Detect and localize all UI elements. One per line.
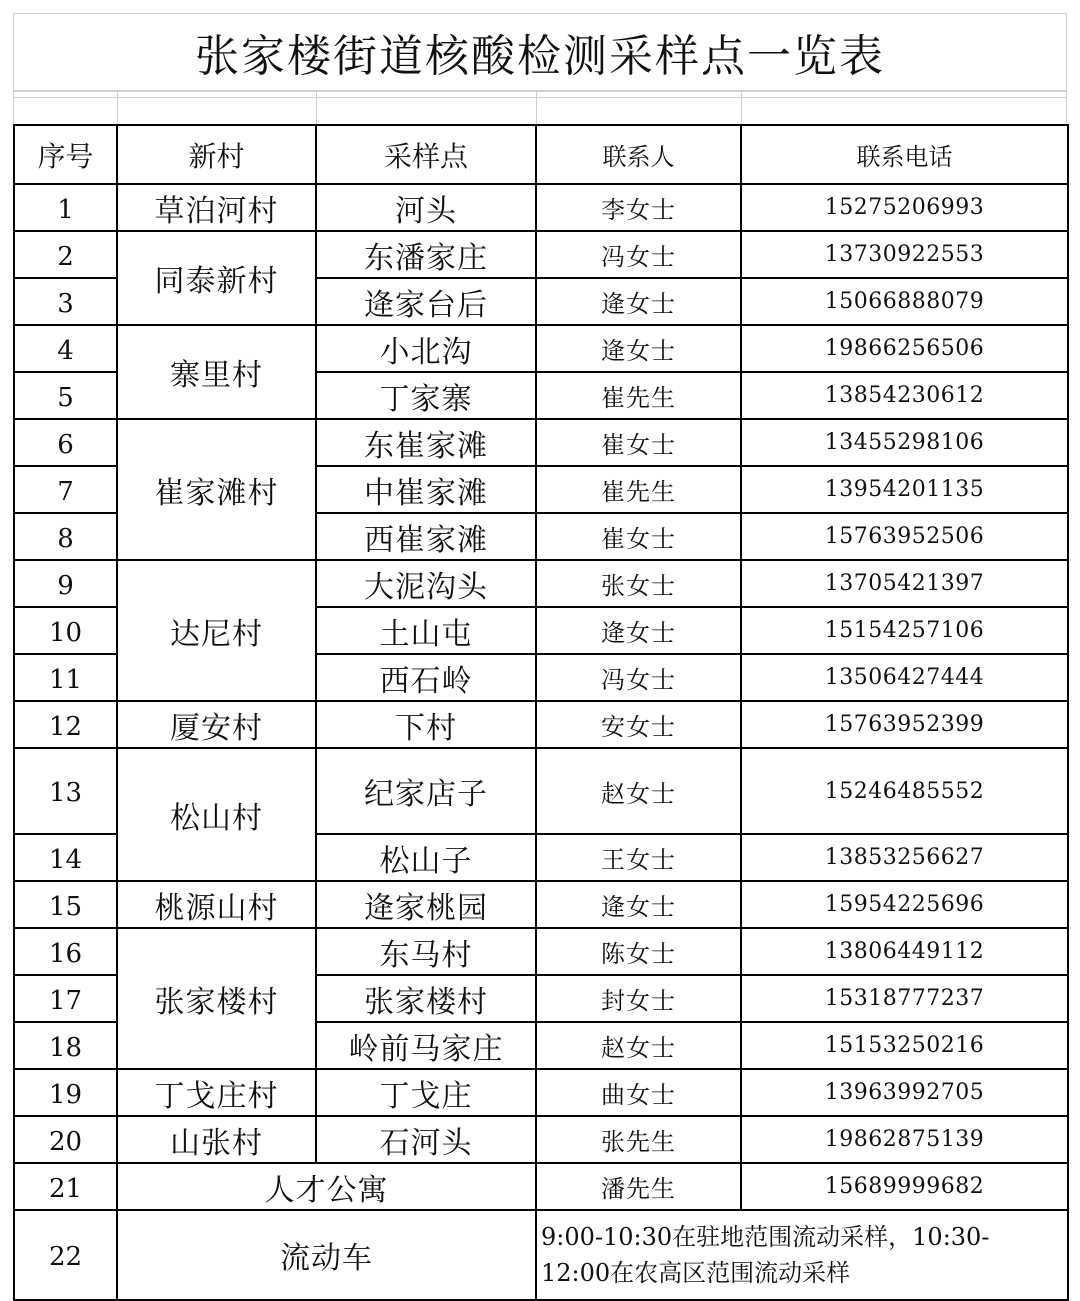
row-index: 4 bbox=[14, 325, 117, 372]
row-index: 22 bbox=[14, 1210, 117, 1300]
row-index: 13 bbox=[14, 748, 117, 834]
site-cell: 岭前马家庄 bbox=[316, 1022, 536, 1069]
table-row bbox=[14, 881, 1068, 928]
phone-cell: 13854230612 bbox=[741, 372, 1068, 419]
phone-cell: 15246485552 bbox=[741, 748, 1068, 834]
site-cell: 张家楼村 bbox=[316, 975, 536, 1022]
header-phone: 联系电话 bbox=[741, 125, 1068, 184]
site-cell: 东崔家滩 bbox=[316, 419, 536, 466]
contact-cell: 崔女士 bbox=[536, 513, 741, 560]
header-contact: 联系人 bbox=[536, 125, 741, 184]
contact-cell: 李女士 bbox=[536, 184, 741, 231]
phone-cell: 13806449112 bbox=[741, 928, 1068, 975]
row-index: 9 bbox=[14, 560, 117, 607]
village-site-merged-cell: 流动车 bbox=[117, 1210, 536, 1300]
phone-cell: 13506427444 bbox=[741, 654, 1068, 701]
phone-cell: 13954201135 bbox=[741, 466, 1068, 513]
phone-cell: 15318777237 bbox=[741, 975, 1068, 1022]
sampling-sites-table bbox=[13, 124, 1069, 1301]
table-row bbox=[14, 1163, 1068, 1210]
table-row bbox=[14, 701, 1068, 748]
village-cell: 桃源山村 bbox=[117, 881, 316, 928]
phone-cell: 15153250216 bbox=[741, 1022, 1068, 1069]
village-cell: 同泰新村 bbox=[117, 231, 316, 325]
row-index: 12 bbox=[14, 701, 117, 748]
phone-cell: 15066888079 bbox=[741, 278, 1068, 325]
contact-cell: 逄女士 bbox=[536, 607, 741, 654]
village-cell: 草泊河村 bbox=[117, 184, 316, 231]
contact-cell: 赵女士 bbox=[536, 1022, 741, 1069]
phone-cell: 15954225696 bbox=[741, 881, 1068, 928]
table-row bbox=[14, 325, 1068, 372]
row-index: 8 bbox=[14, 513, 117, 560]
row-index: 11 bbox=[14, 654, 117, 701]
note-line-1: 9:00-10:30在驻地范围流动采样，10:30- bbox=[541, 1223, 990, 1251]
phone-cell: 13730922553 bbox=[741, 231, 1068, 278]
site-cell: 东潘家庄 bbox=[316, 231, 536, 278]
table-header-row bbox=[14, 125, 1068, 184]
header-index: 序号 bbox=[14, 125, 117, 184]
table-row bbox=[14, 1116, 1068, 1163]
row-index: 1 bbox=[14, 184, 117, 231]
contact-cell: 张先生 bbox=[536, 1116, 741, 1163]
phone-cell: 15154257106 bbox=[741, 607, 1068, 654]
row-index: 17 bbox=[14, 975, 117, 1022]
contact-cell: 崔女士 bbox=[536, 419, 741, 466]
table-row bbox=[14, 1210, 1068, 1300]
grid-line bbox=[117, 91, 118, 124]
note-line-2: 12:00在农高区范围流动采样 bbox=[541, 1259, 851, 1287]
row-index: 18 bbox=[14, 1022, 117, 1069]
table-row bbox=[14, 1069, 1068, 1116]
phone-cell: 13705421397 bbox=[741, 560, 1068, 607]
grid-line bbox=[536, 91, 537, 124]
table-row bbox=[14, 928, 1068, 975]
contact-cell: 逄女士 bbox=[536, 325, 741, 372]
contact-cell: 封女士 bbox=[536, 975, 741, 1022]
site-cell: 松山子 bbox=[316, 834, 536, 881]
row-index: 3 bbox=[14, 278, 117, 325]
phone-cell: 13963992705 bbox=[741, 1069, 1068, 1116]
page-title-box bbox=[13, 13, 1067, 91]
phone-cell: 15763952399 bbox=[741, 701, 1068, 748]
mobile-sampling-note bbox=[536, 1210, 1068, 1300]
table-row bbox=[14, 748, 1068, 834]
contact-cell: 逄女士 bbox=[536, 278, 741, 325]
phone-cell: 13853256627 bbox=[741, 834, 1068, 881]
row-index: 20 bbox=[14, 1116, 117, 1163]
contact-cell: 崔先生 bbox=[536, 372, 741, 419]
header-site: 采样点 bbox=[316, 125, 536, 184]
phone-cell: 15689999682 bbox=[741, 1163, 1068, 1210]
site-cell: 河头 bbox=[316, 184, 536, 231]
table-row bbox=[14, 184, 1068, 231]
contact-cell: 崔先生 bbox=[536, 466, 741, 513]
contact-cell: 安女士 bbox=[536, 701, 741, 748]
site-cell: 西崔家滩 bbox=[316, 513, 536, 560]
header-village: 新村 bbox=[117, 125, 316, 184]
village-cell: 厦安村 bbox=[117, 701, 316, 748]
table-row bbox=[14, 231, 1068, 278]
site-cell: 东马村 bbox=[316, 928, 536, 975]
contact-cell: 张女士 bbox=[536, 560, 741, 607]
row-index: 10 bbox=[14, 607, 117, 654]
village-cell: 松山村 bbox=[117, 748, 316, 881]
table-row bbox=[14, 560, 1068, 607]
row-index: 14 bbox=[14, 834, 117, 881]
grid-line bbox=[741, 91, 742, 124]
village-site-merged-cell: 人才公寓 bbox=[117, 1163, 536, 1210]
site-cell: 中崔家滩 bbox=[316, 466, 536, 513]
phone-cell: 19866256506 bbox=[741, 325, 1068, 372]
contact-cell: 逄女士 bbox=[536, 881, 741, 928]
spreadsheet-gap-row bbox=[13, 91, 1067, 124]
grid-line bbox=[316, 91, 317, 124]
table-row bbox=[14, 419, 1068, 466]
site-cell: 丁戈庄 bbox=[316, 1069, 536, 1116]
site-cell: 纪家店子 bbox=[316, 748, 536, 834]
site-cell: 逄家台后 bbox=[316, 278, 536, 325]
phone-cell: 15763952506 bbox=[741, 513, 1068, 560]
row-index: 19 bbox=[14, 1069, 117, 1116]
phone-cell: 19862875139 bbox=[741, 1116, 1068, 1163]
row-index: 6 bbox=[14, 419, 117, 466]
page-title: 张家楼街道核酸检测采样点一览表 bbox=[195, 31, 885, 82]
site-cell: 小北沟 bbox=[316, 325, 536, 372]
contact-cell: 王女士 bbox=[536, 834, 741, 881]
row-index: 5 bbox=[14, 372, 117, 419]
site-cell: 丁家寨 bbox=[316, 372, 536, 419]
row-index: 21 bbox=[14, 1163, 117, 1210]
contact-cell: 陈女士 bbox=[536, 928, 741, 975]
site-cell: 石河头 bbox=[316, 1116, 536, 1163]
village-cell: 达尼村 bbox=[117, 560, 316, 701]
site-cell: 逄家桃园 bbox=[316, 881, 536, 928]
contact-cell: 冯女士 bbox=[536, 654, 741, 701]
village-cell: 崔家滩村 bbox=[117, 419, 316, 560]
row-index: 16 bbox=[14, 928, 117, 975]
site-cell: 下村 bbox=[316, 701, 536, 748]
contact-cell: 潘先生 bbox=[536, 1163, 741, 1210]
site-cell: 西石岭 bbox=[316, 654, 536, 701]
row-index: 15 bbox=[14, 881, 117, 928]
site-cell: 大泥沟头 bbox=[316, 560, 536, 607]
phone-cell: 15275206993 bbox=[741, 184, 1068, 231]
site-cell: 土山屯 bbox=[316, 607, 536, 654]
village-cell: 张家楼村 bbox=[117, 928, 316, 1069]
village-cell: 寨里村 bbox=[117, 325, 316, 419]
grid-line bbox=[14, 97, 1066, 98]
phone-cell: 13455298106 bbox=[741, 419, 1068, 466]
contact-cell: 曲女士 bbox=[536, 1069, 741, 1116]
row-index: 2 bbox=[14, 231, 117, 278]
contact-cell: 赵女士 bbox=[536, 748, 741, 834]
row-index: 7 bbox=[14, 466, 117, 513]
village-cell: 山张村 bbox=[117, 1116, 316, 1163]
contact-cell: 冯女士 bbox=[536, 231, 741, 278]
village-cell: 丁戈庄村 bbox=[117, 1069, 316, 1116]
grid-line bbox=[14, 91, 1066, 92]
